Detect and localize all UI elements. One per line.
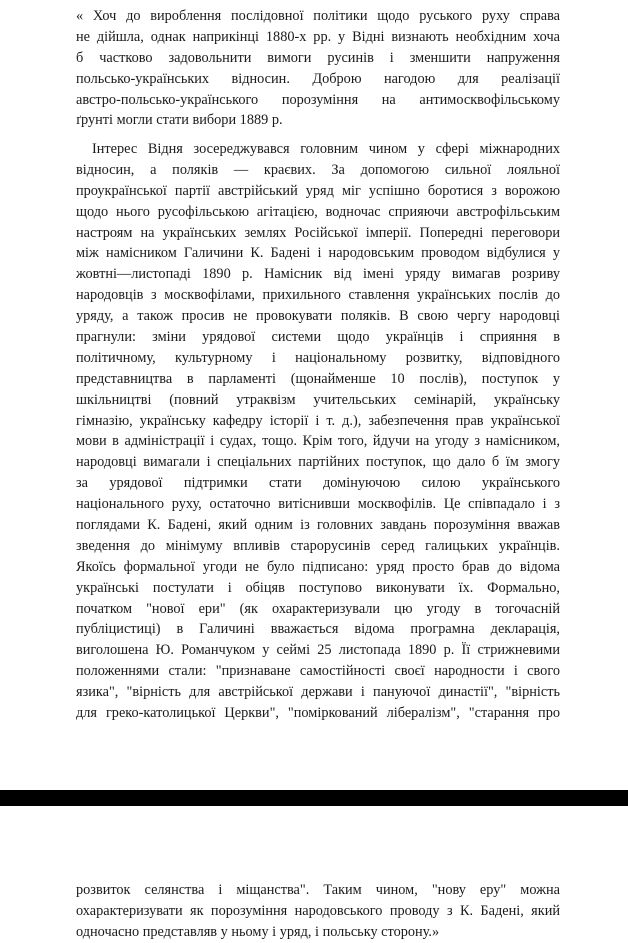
text-line: українські постулати і обіцяв поступово виконувати їх. Формально, [76,579,560,596]
text-line: зведення до мінімуму впливів старорусинів серед галицьких українців. [76,537,560,554]
text-line: шкільництві (повний утраквізм учительських семінарій, українську [76,391,560,408]
text-line: Якоїсь формальної угоди не було підписано: уряд просто брав до відома [76,558,560,575]
paragraph-vienna-interest [76,139,560,724]
text-line: гімназію, українську кафедру історії і т. д.), забезпечення прав української [76,412,560,429]
text-line: Інтерес Відня зосереджувався головним чином у сфері міжнародних [92,141,560,157]
text-line: народовці вимагали і спеціальних партійних поступок, що дало б їм змогу [76,454,560,471]
paragraph-continuation [76,880,560,943]
text-line: відносин, а поляків — краєвих. За допомогою сильної лояльної [76,161,560,178]
text-line: ґрунті могли стати вибори 1889 р. [76,112,283,129]
text-line: за урядової підтримки стати домінуючою силою українського [76,475,560,492]
text-line: щодо нього русофільською агітацією, водночас сприяючи австрофільським [76,203,560,220]
text-line: національного руху, остаточно витіснивши москвофілів. Це співпадало і з [76,496,560,513]
text-line: польсько-українських відносин. Доброю нагодою для реалізації [76,70,560,87]
paragraph-quote-opening [76,6,560,131]
text-line: політичному, культурному і національному розвитку, відповідного [76,349,560,366]
text-line: настроям на українських землях Російської імперії. Попередні переговори [76,224,560,241]
text-line: між намісником Галичини К. Бадені і народовським проводом відбулися у [76,245,560,262]
text-line: охарактеризувати як порозуміння народовського проводу з К. Бадені, який [76,902,560,919]
text-line: початком "нової ери" (як охарактеризували цю угоду в тогочасній [76,600,560,617]
text-line: положеннями стали: "признаване самостійності своєї народности і свого [76,663,560,680]
text-line: б частково задовольнити вимоги русинів і зменшити напруження [76,49,560,66]
text-line: прагнули: зміни урядової системи щодо українців і сприяння в [76,329,560,346]
page-break-bar [0,790,628,806]
text-line: мови в адміністрації і судах, тощо. Крім того, йдучи на угоду з намісником, [76,433,560,450]
text-line: представництва в парламенті (щонайменше 10 послів), поступок у [76,370,560,387]
text-line: публіцистиці) в Галичині вважається відома програмна декларація, [76,621,560,638]
text-line: одночасно представляв у ньому і уряд, і польську сторону.» [76,923,440,940]
text-line: « Хоч до вироблення послідовної політики щодо руського руху справа [76,8,560,24]
text-line: язика", "вірність для австрійської держави і пануючої династії", "вірність [76,684,560,701]
text-line: австро-польсько-українського порозуміння на антимосквофільському [76,91,560,108]
text-line: уряду, а також просив не провокувати поляків. В свою чергу народовці [76,308,560,325]
text-line: жовтні—листопаді 1890 р. Намісник від імені уряду вимагав розриву [76,266,560,283]
text-line: поглядами К. Бадені, який одним із головних завдань порозуміння вважав [76,517,560,534]
text-line: народовців з москвофілами, прихильного ставлення українських послів до [76,287,560,304]
text-line: розвиток селянства і міщанства". Таким чином, "нову еру" можна [76,882,560,898]
text-line: для греко-католицької Церкви", "поміркований лібералізм", "старання про [76,705,560,722]
text-line: проукраїнської партії австрійський уряд міг успішно боротися з ворожою [76,182,560,199]
text-line: виголошена Ю. Романчуком у сеймі 25 листопада 1890 р. Її стрижневими [76,642,560,659]
text-line: не дійшла, однак наприкінці 1880-х рр. у Відні визнають необхідним хоча [76,28,560,45]
